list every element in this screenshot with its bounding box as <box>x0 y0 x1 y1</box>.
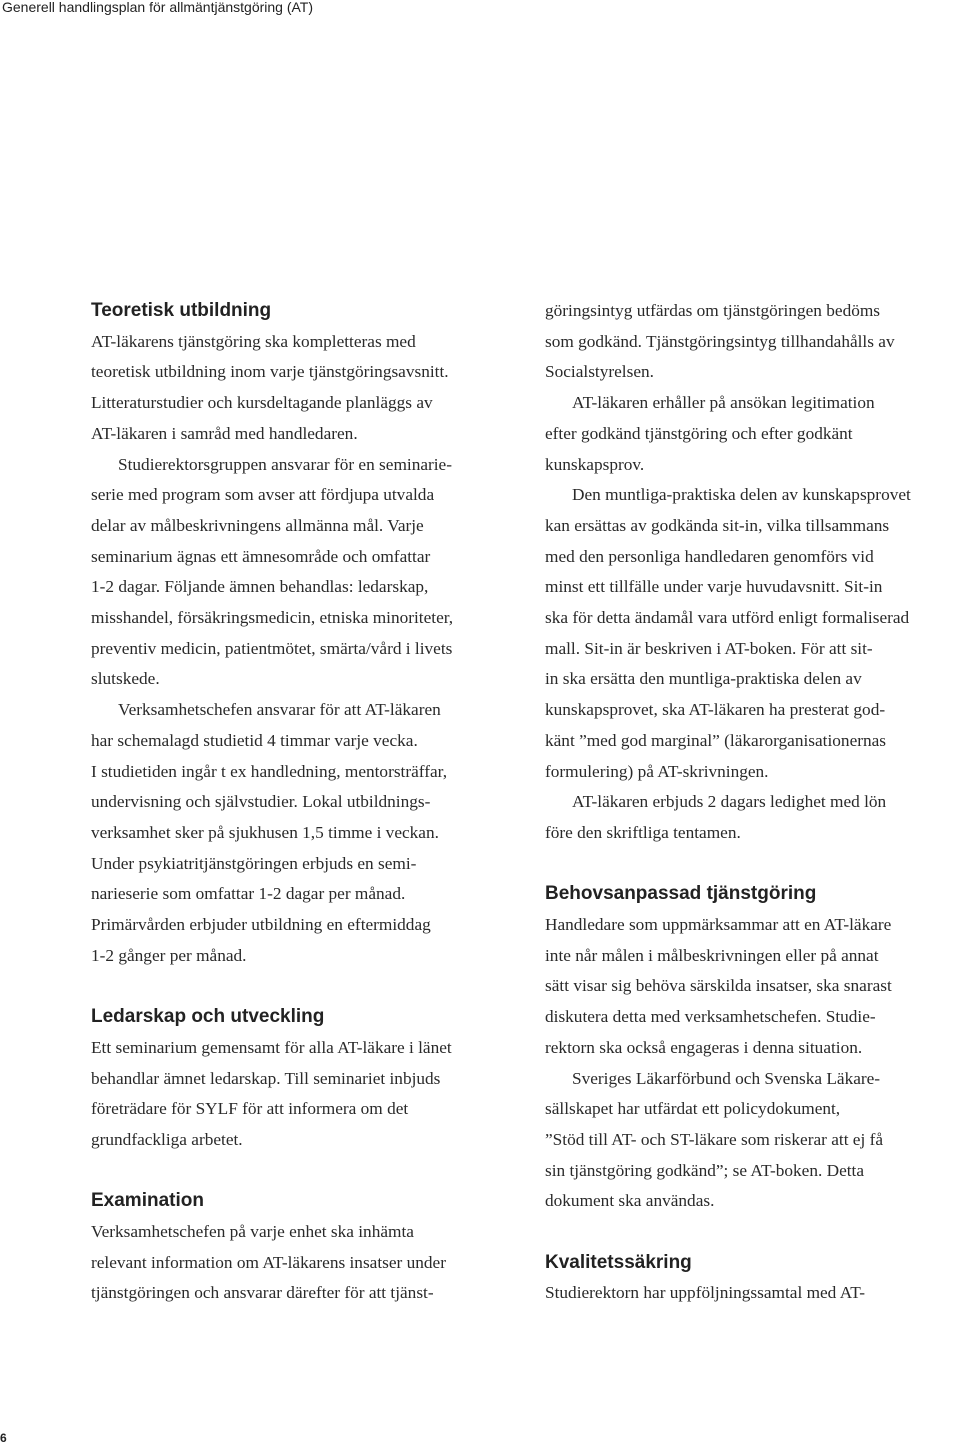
text-line: verksamhet sker på sjukhusen 1,5 timme i veckan. <box>91 822 439 842</box>
text-line: in ska ersätta den muntliga-praktiska delen av <box>545 669 862 689</box>
text-line: göringsintyg utfärdas om tjänstgöringen bedöms <box>545 301 881 320</box>
text-line: dokument ska användas. <box>545 1191 715 1211</box>
running-head: Generell handlingsplan för allmäntjänstgöring (AT) <box>2 0 314 15</box>
text-line: serie med program som avser att fördjupa utvalda <box>91 485 435 505</box>
text-line: företrädare för SYLF för att informera om det <box>91 1099 409 1119</box>
text-line: Den muntliga-praktiska delen av kunskapsprovet <box>572 485 911 505</box>
text-line: tjänstgöringen och ansvarar därefter för att tjänst- <box>91 1283 434 1303</box>
text-line: kunskapsprov. <box>545 454 645 474</box>
text-line: sin tjänstgöring godkänd”; se AT-boken. Detta <box>545 1160 865 1180</box>
text-line: Under psykiatritjänstgöringen erbjuds en semi- <box>91 853 417 873</box>
text-line: 1-2 dagar. Följande ämnen behandlas: ledarskap, <box>91 577 429 597</box>
text-line: delar av målbeskrivningens allmänna mål. Varje <box>91 515 424 535</box>
text-line: seminarium ägnas ett ämnesområde och omfattar <box>91 546 431 566</box>
section-kvalitetssakring <box>545 1248 960 1309</box>
section-heading: Examination <box>91 1190 204 1212</box>
text-line: Studierektorn har uppföljningssamtal med AT- <box>545 1283 865 1303</box>
text-line: Sveriges Läkarförbund och Svenska Läkare- <box>572 1068 881 1088</box>
section-heading: Behovsanpassad tjänstgöring <box>545 883 817 905</box>
text-line: formulering) på AT-skrivningen. <box>545 761 769 781</box>
section-heading: Ledarskap och utveckling <box>91 1006 325 1028</box>
text-line: misshandel, försäkringsmedicin, etniska minoriteter, <box>91 608 454 628</box>
section-heading: Teoretisk utbildning <box>91 300 272 321</box>
section-heading: Kvalitetssäkring <box>545 1251 692 1273</box>
section-examination-continued <box>545 296 960 849</box>
text-line: relevant information om AT-läkarens insatser under <box>91 1252 446 1272</box>
text-line: Verksamhetschefen på varje enhet ska inhämta <box>91 1222 414 1242</box>
left-column <box>91 296 531 1309</box>
text-line: slutskede. <box>91 669 160 689</box>
text-line: Primärvården erbjuder utbildning en eftermiddag <box>91 915 431 935</box>
text-line: behandlar ämnet ledarskap. Till seminariet inbjuds <box>91 1068 441 1088</box>
text-line: som godkänd. Tjänstgöringsintyg tillhandahålls av <box>545 331 895 351</box>
text-line: Socialstyrelsen. <box>545 362 654 382</box>
text-line: känt ”med god marginal” (läkarorganisationernas <box>545 730 887 750</box>
text-line: AT-läkaren erbjuds 2 dagars ledighet med lön <box>572 792 887 812</box>
section-behovsanpassad-tjanstgoring <box>545 879 960 1217</box>
section-ledarskap-och-utveckling <box>91 1002 531 1156</box>
text-line: inte når målen i målbeskrivningen eller på annat <box>545 945 879 965</box>
text-line: ska för detta ändamål vara utförd enligt formaliserad <box>545 608 910 628</box>
text-line: mall. Sit-in är beskriven i AT-boken. För att sit- <box>545 638 873 658</box>
text-line: Handledare som uppmärksammar att en AT-läkare <box>545 915 892 935</box>
text-line: ”Stöd till AT- och ST-läkare som riskerar att ej få <box>545 1129 884 1149</box>
text-line: har schemalagd studietid 4 timmar varje vecka. <box>91 730 418 750</box>
section-examination <box>91 1186 531 1309</box>
text-line: teoretisk utbildning inom varje tjänstgöringsavsnitt. <box>91 362 449 382</box>
text-line: Studierektorsgruppen ansvarar för en seminarie- <box>118 454 452 474</box>
text-line: Litteraturstudier och kursdeltagande planläggs av <box>91 393 433 413</box>
right-column <box>545 296 960 1309</box>
text-line: rektorn ska också engageras i denna situation. <box>545 1037 863 1057</box>
page-number: 6 <box>0 1431 7 1445</box>
text-line: med den personliga handledaren genomförs vid <box>545 546 874 566</box>
text-line: kunskapsprovet, ska AT-läkaren ha presterat god- <box>545 700 886 720</box>
text-line: I studietiden ingår t ex handledning, mentorsträffar, <box>91 761 448 781</box>
text-line: Verksamhetschefen ansvarar för att AT-läkaren <box>118 700 441 720</box>
text-line: AT-läkaren erhåller på ansökan legitimation <box>572 393 875 413</box>
text-line: sällskapet har utfärdat ett policydokument, <box>545 1099 841 1119</box>
text-line: AT-läkaren i samråd med handledaren. <box>91 423 358 443</box>
text-line: efter godkänd tjänstgöring och efter godkänt <box>545 423 853 443</box>
text-line: preventiv medicin, patientmötet, smärta/vård i livets <box>91 638 453 658</box>
text-line: 1-2 gånger per månad. <box>91 945 247 965</box>
text-line: minst ett tillfälle under varje huvudavsnitt. Sit-in <box>545 577 883 597</box>
section-teoretisk-utbildning <box>91 296 531 971</box>
text-line: grundfackliga arbetet. <box>91 1129 243 1149</box>
text-line: kan ersättas av godkända sit-in, vilka tillsammans <box>545 515 890 535</box>
text-line: narieserie som omfattar 1-2 dagar per månad. <box>91 884 406 904</box>
text-line: AT-läkarens tjänstgöring ska kompletteras med <box>91 331 416 351</box>
text-line: före den skriftliga tentamen. <box>545 822 741 842</box>
text-line: diskutera detta med verksamhetschefen. Studie- <box>545 1007 876 1027</box>
text-line: Ett seminarium gemensamt för alla AT-läkare i länet <box>91 1037 452 1057</box>
text-line: sätt visar sig behöva särskilda insatser, ska snarast <box>545 976 892 996</box>
text-line: undervisning och självstudier. Lokal utbildnings- <box>91 792 431 812</box>
